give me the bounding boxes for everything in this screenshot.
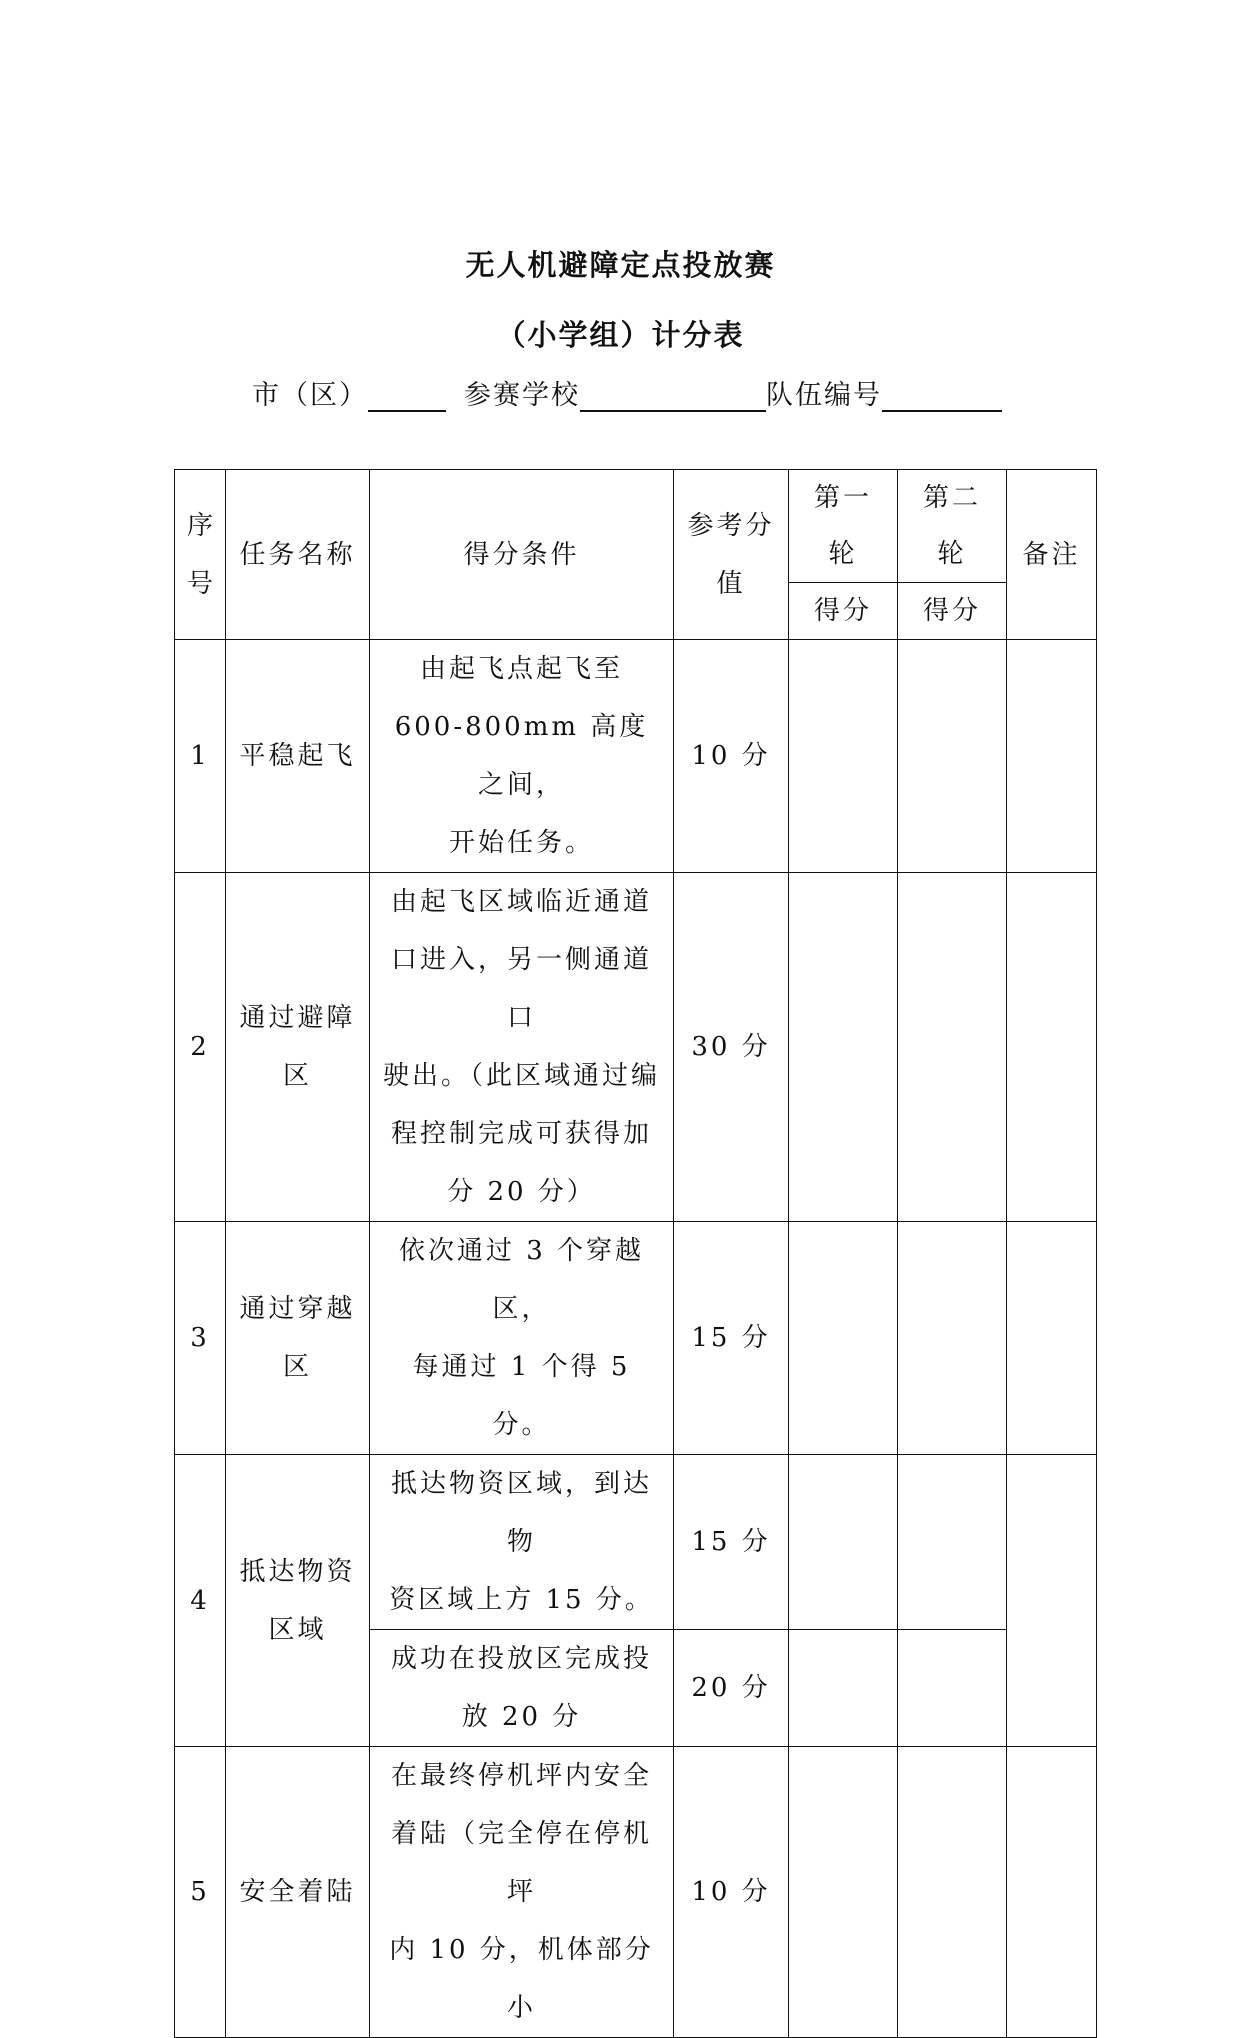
row-condition: 抵达物资区域，到达物 资区域上方 15 分。 <box>370 1455 674 1630</box>
round1-score-cell[interactable] <box>789 873 898 1222</box>
row-ref-score: 15 分 <box>674 1455 789 1630</box>
score-table-body <box>175 640 1097 2038</box>
row-ref-score: 20 分 <box>674 1630 789 1747</box>
round1-score-cell[interactable] <box>789 1455 898 1630</box>
document-title: 无人机避障定点投放赛 <box>465 248 776 282</box>
row-seq: 4 <box>175 1455 226 1747</box>
row-condition: 成功在投放区完成投 放 20 分 <box>370 1630 674 1747</box>
row-task-name: 通过避障 区 <box>226 873 370 1222</box>
row-condition: 在最终停机坪内安全 着陆（完全停在停机坪 内 10 分，机体部分小 <box>370 1747 674 2038</box>
city-label: 市（区） <box>252 380 368 411</box>
table-row <box>175 873 1097 1222</box>
row-condition: 由起飞点起飞至 600-800mm 高度之间， 开始任务。 <box>370 640 674 873</box>
row-ref-score: 30 分 <box>674 873 789 1222</box>
header-ref-score: 参考分 值 <box>674 470 789 640</box>
header-round2-score: 得分 <box>898 583 1007 640</box>
header-task-name: 任务名称 <box>226 470 370 640</box>
row-ref-score: 10 分 <box>674 1747 789 2038</box>
row-seq: 1 <box>175 640 226 873</box>
row-task-name: 安全着陆 <box>226 1747 370 2038</box>
row-ref-score: 15 分 <box>674 1222 789 1455</box>
row-task-name: 平稳起飞 <box>226 640 370 873</box>
round2-score-cell[interactable] <box>898 1747 1007 2038</box>
document-subtitle: （小学组）计分表 <box>496 318 745 352</box>
score-table <box>174 469 1097 2038</box>
remark-cell[interactable] <box>1007 1747 1097 2038</box>
remark-cell[interactable] <box>1007 873 1097 1222</box>
team-label: 队伍编号 <box>766 380 882 411</box>
row-ref-score: 10 分 <box>674 640 789 873</box>
header-round2: 第二轮 <box>898 470 1007 583</box>
round1-score-cell[interactable] <box>789 1630 898 1747</box>
round1-score-cell[interactable] <box>789 1222 898 1455</box>
table-row <box>175 1222 1097 1455</box>
row-seq: 2 <box>175 873 226 1222</box>
header-round1: 第一轮 <box>789 470 898 583</box>
row-task-name: 通过穿越 区 <box>226 1222 370 1455</box>
row-task-name: 抵达物资 区域 <box>226 1455 370 1747</box>
round2-score-cell[interactable] <box>898 1455 1007 1630</box>
round1-score-cell[interactable] <box>789 640 898 873</box>
round2-score-cell[interactable] <box>898 1630 1007 1747</box>
remark-cell[interactable] <box>1007 1455 1097 1747</box>
table-row <box>175 640 1097 873</box>
row-seq: 5 <box>175 1747 226 2038</box>
round2-score-cell[interactable] <box>898 1222 1007 1455</box>
header-seq: 序 号 <box>175 470 226 640</box>
round2-score-cell[interactable] <box>898 640 1007 873</box>
team-blank[interactable] <box>882 380 1002 412</box>
school-blank[interactable] <box>580 380 766 412</box>
remark-cell[interactable] <box>1007 640 1097 873</box>
table-row <box>175 1455 1097 1630</box>
round2-score-cell[interactable] <box>898 873 1007 1222</box>
round1-score-cell[interactable] <box>789 1747 898 2038</box>
city-blank[interactable] <box>368 380 446 412</box>
row-condition: 由起飞区域临近通道 口进入，另一侧通道口 驶出。（此区域通过编 程控制完成可获得加 分 20 分） <box>370 873 674 1222</box>
table-row <box>175 1747 1097 2038</box>
header-remark: 备注 <box>1007 470 1097 640</box>
row-seq: 3 <box>175 1222 226 1455</box>
header-condition: 得分条件 <box>370 470 674 640</box>
remark-cell[interactable] <box>1007 1222 1097 1455</box>
info-line <box>252 370 1002 412</box>
header-round1-score: 得分 <box>789 583 898 640</box>
school-label: 参赛学校 <box>464 380 580 411</box>
row-condition: 依次通过 3 个穿越区， 每通过 1 个得 5 分。 <box>370 1222 674 1455</box>
